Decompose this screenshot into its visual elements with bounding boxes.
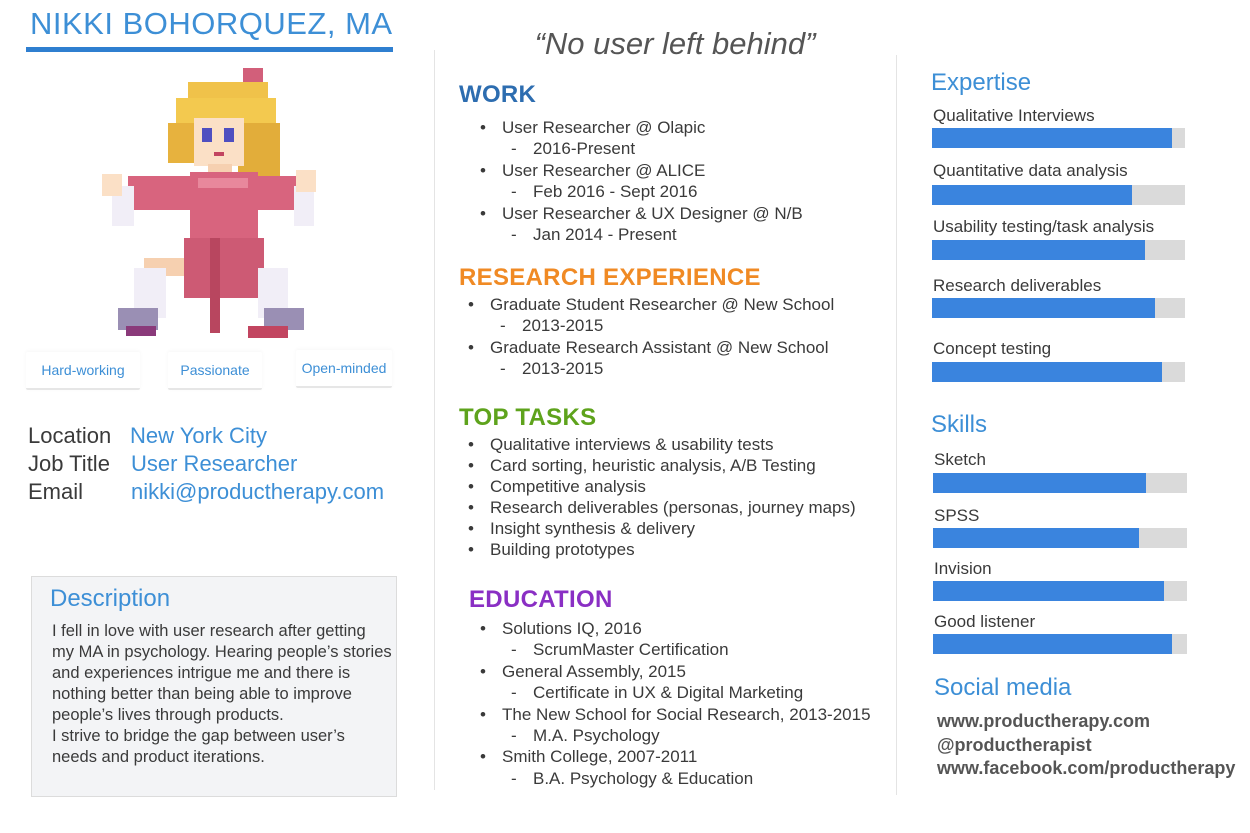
tagline-quote: “No user left behind” xyxy=(534,26,816,61)
twitter-handle-link[interactable]: @productherapist xyxy=(937,735,1092,755)
skill-bar-fill xyxy=(933,528,1139,548)
list-subitem: - Jan 2014 - Present xyxy=(480,224,803,245)
skill-bar-fill xyxy=(933,473,1146,493)
page-title: NIKKI BOHORQUEZ, MA xyxy=(30,6,393,41)
list-item: • Graduate Research Assistant @ New School xyxy=(468,337,834,358)
trait-tag: Passionate xyxy=(168,352,262,390)
expertise-label: Concept testing xyxy=(933,339,1052,358)
expertise-bar-fill xyxy=(932,298,1155,318)
location-label: Location xyxy=(28,423,112,448)
expertise-bar-fill xyxy=(932,240,1145,260)
column-divider xyxy=(896,55,897,795)
expertise-bar-fill xyxy=(932,362,1162,382)
column-divider xyxy=(434,50,435,790)
description-paragraph: I strive to bridge the gap between user’s needs and product iterations. xyxy=(52,727,345,766)
list-item: • Solutions IQ, 2016 xyxy=(480,618,871,639)
expertise-label: Research deliverables xyxy=(933,276,1102,295)
list-subitem: - 2013-2015 xyxy=(468,315,834,336)
expertise-bar-track xyxy=(932,185,1185,205)
list-item: • Competitive analysis xyxy=(468,477,856,498)
skills-heading: Skills xyxy=(931,411,988,438)
trait-tag: Open-minded xyxy=(296,350,392,388)
list-subitem: - ScrumMaster Certification xyxy=(480,639,871,660)
skill-bar-track xyxy=(933,581,1187,601)
email-label: Email xyxy=(28,479,84,504)
skill-bar-track xyxy=(933,634,1187,654)
expertise-bar-fill xyxy=(932,128,1172,148)
list-subitem: - M.A. Psychology xyxy=(480,725,871,746)
tasks-list xyxy=(468,435,856,560)
expertise-bar-track xyxy=(932,128,1185,148)
email-row xyxy=(28,479,385,505)
education-heading: EDUCATION xyxy=(469,586,613,613)
expertise-label: Qualitative Interviews xyxy=(933,106,1095,125)
description-body xyxy=(52,621,392,768)
list-item: • Insight synthesis & delivery xyxy=(468,519,856,540)
list-item: • The New School for Social Research, 2013-2015 xyxy=(480,704,871,725)
list-subitem: - Feb 2016 - Sept 2016 xyxy=(480,181,803,202)
work-heading: WORK xyxy=(459,81,537,108)
list-item: • Building prototypes xyxy=(468,540,856,561)
list-subitem: - 2016-Present xyxy=(480,138,803,159)
website-link[interactable]: www.productherapy.com xyxy=(937,711,1151,731)
skill-label: Sketch xyxy=(934,450,986,469)
list-item: • Research deliverables (personas, journey maps) xyxy=(468,498,856,519)
job-title-label: Job Title xyxy=(28,451,110,476)
expertise-bar-track xyxy=(932,362,1185,382)
trait-tag: Hard-working xyxy=(26,352,140,390)
list-item: • Card sorting, heuristic analysis, A/B Testing xyxy=(468,456,856,477)
expertise-label: Quantitative data analysis xyxy=(933,161,1128,180)
research-list xyxy=(468,294,834,380)
list-item: • User Researcher @ ALICE xyxy=(480,160,803,181)
skill-label: Good listener xyxy=(934,612,1036,631)
expertise-label: Usability testing/task analysis xyxy=(933,217,1155,236)
skill-bar-fill xyxy=(933,581,1164,601)
skill-bar-track xyxy=(933,528,1187,548)
expertise-bar-fill xyxy=(932,185,1132,205)
list-item: • Qualitative interviews & usability tests xyxy=(468,435,856,456)
location-row xyxy=(28,423,267,449)
list-subitem: - Certificate in UX & Digital Marketing xyxy=(480,682,871,703)
pixel-art-character-icon xyxy=(98,68,318,343)
description-title: Description xyxy=(50,585,171,612)
social-media-heading: Social media xyxy=(934,674,1072,701)
expertise-heading: Expertise xyxy=(931,69,1032,96)
facebook-link[interactable]: www.facebook.com/productherapy xyxy=(937,758,1236,778)
email-link[interactable]: nikki@productherapy.com xyxy=(131,479,385,504)
expertise-bar-track xyxy=(932,298,1185,318)
job-title-value: User Researcher xyxy=(131,451,298,476)
skill-label: Invision xyxy=(934,559,992,578)
tasks-heading: TOP TASKS xyxy=(459,404,597,431)
description-paragraph: I fell in love with user research after getting my MA in psychology. Hearing people’s stories and experiences intrigue me and there is nothing better than being able to improve people’s lives through products. xyxy=(52,622,392,724)
research-heading: RESEARCH EXPERIENCE xyxy=(459,264,761,291)
list-item: • Smith College, 2007-2011 xyxy=(480,746,871,767)
title-underline xyxy=(26,47,393,52)
list-item: • Graduate Student Researcher @ New School xyxy=(468,294,834,315)
list-item: • User Researcher @ Olapic xyxy=(480,117,803,138)
skill-label: SPSS xyxy=(934,506,980,525)
skill-bar-fill xyxy=(933,634,1172,654)
list-item: • General Assembly, 2015 xyxy=(480,661,871,682)
skill-bar-track xyxy=(933,473,1187,493)
job-title-row xyxy=(28,451,298,477)
description-panel xyxy=(31,576,397,797)
education-list xyxy=(480,618,871,789)
location-value: New York City xyxy=(130,423,267,448)
list-item: • User Researcher & UX Designer @ N/B xyxy=(480,203,803,224)
work-list xyxy=(480,117,803,245)
list-subitem: - 2013-2015 xyxy=(468,358,834,379)
list-subitem: - B.A. Psychology & Education xyxy=(480,768,871,789)
expertise-bar-track xyxy=(932,240,1185,260)
